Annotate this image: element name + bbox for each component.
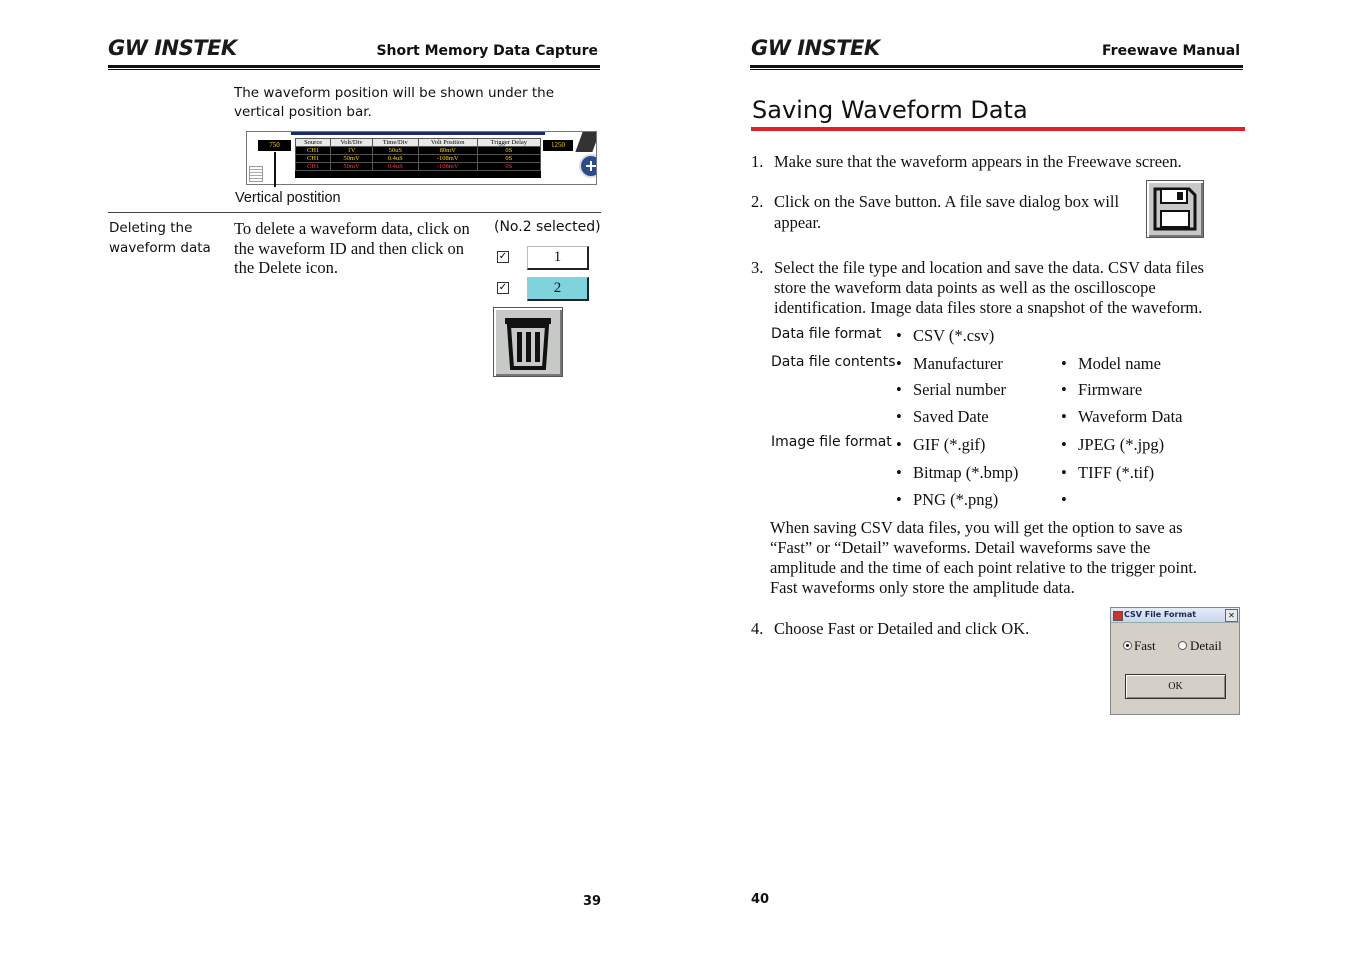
table-cell: 0.4uS: [372, 163, 418, 171]
table-cell: 0S: [477, 147, 540, 155]
table-row[interactable]: [296, 147, 541, 155]
table-cell: 1V: [331, 147, 373, 155]
strip-top-bar: [291, 132, 545, 135]
table-header-cell: Volt Position: [418, 139, 477, 147]
bullet: •: [1061, 407, 1067, 426]
page-number: 39: [583, 894, 602, 909]
list-item: JPEG (*.jpg): [1078, 435, 1165, 454]
step-number: 2.: [751, 192, 764, 211]
step-number: 3.: [751, 258, 764, 277]
table-cell: 0S: [477, 155, 540, 163]
format-label: Data file contents: [771, 354, 896, 370]
format-label: Data file format: [771, 326, 882, 342]
intro-text-line1: The waveform position will be shown under the: [234, 85, 555, 101]
list-item: Saved Date: [913, 407, 989, 426]
radio-detail-label[interactable]: Detail: [1190, 638, 1222, 653]
table-cell: -108mV: [418, 163, 477, 171]
table-header-cell: Volt/Div: [331, 139, 373, 147]
floppy-disk-icon: [1153, 187, 1197, 231]
step-number: 1.: [751, 152, 764, 171]
waveform-checkbox-2[interactable]: ✓: [498, 282, 508, 293]
app-icon: [1113, 611, 1123, 621]
header-rule-thin: [750, 69, 1243, 70]
table-cell: 50uS: [372, 147, 418, 155]
table-cell: 50mV: [331, 163, 373, 171]
table-cell: -108mV: [418, 155, 477, 163]
step-text: store the waveform data points as well as the oscilloscope: [774, 278, 1156, 297]
list-item: TIFF (*.tif): [1078, 463, 1155, 482]
header-rule: [750, 65, 1243, 68]
waveform-id-2-selected[interactable]: 2: [527, 277, 589, 301]
list-item: Waveform Data: [1078, 407, 1183, 426]
pointer-line: [274, 152, 276, 187]
list-item: Bitmap (*.bmp): [913, 463, 1019, 482]
delete-label-line2: waveform data: [109, 240, 211, 256]
bullet: •: [896, 380, 902, 399]
step-text: Make sure that the waveform appears in the Freewave screen.: [774, 152, 1182, 171]
table-cell: 50mV: [331, 155, 373, 163]
table-header-cell: Trigger Delay: [477, 139, 540, 147]
csv-note-line: “Fast” or “Detail” waveforms. Detail waveforms save the: [770, 538, 1151, 557]
waveform-checkbox-1[interactable]: ✓: [498, 251, 508, 262]
header-rule: [108, 65, 600, 68]
delete-label-line1: Deleting the: [109, 220, 193, 236]
left-value-box: 750: [258, 140, 291, 151]
brand-logo: GW INSTEK: [751, 36, 880, 60]
radio-fast[interactable]: [1123, 641, 1132, 650]
table-header-row: [296, 139, 541, 147]
section-title-underline: [751, 127, 1245, 131]
delete-text-line1: To delete a waveform data, click on: [234, 219, 470, 238]
zoom-in-icon[interactable]: [579, 154, 597, 178]
bullet: •: [1061, 354, 1067, 373]
radio-fast-label[interactable]: Fast: [1134, 638, 1156, 653]
bullet: •: [896, 463, 902, 482]
table-cell: CH1: [296, 163, 331, 171]
vertical-position-label: Vertical postition: [235, 190, 341, 206]
list-item: Serial number: [913, 380, 1007, 399]
bullet: •: [896, 407, 902, 426]
list-item: GIF (*.gif): [913, 435, 986, 454]
csv-note-line: Fast waveforms only store the amplitude data.: [770, 578, 1075, 597]
position-marker-icon: [249, 166, 263, 182]
right-value-box: 1250: [543, 140, 573, 151]
step-text: appear.: [774, 213, 822, 232]
delete-button[interactable]: [493, 307, 563, 377]
csv-note-line: When saving CSV data files, you will get the option to save as: [770, 518, 1183, 537]
list-item: Model name: [1078, 354, 1161, 373]
list-item: Manufacturer: [913, 354, 1003, 373]
section-divider: [108, 212, 601, 213]
table-cell: CH1: [296, 147, 331, 155]
intro-text-line2: vertical position bar.: [234, 104, 372, 120]
table-header-cell: Source: [296, 139, 331, 147]
delete-text-line2: the waveform ID and then click on: [234, 239, 465, 258]
bullet: •: [1061, 490, 1067, 509]
radio-detail[interactable]: [1178, 641, 1187, 650]
table-cell: 80mV: [418, 147, 477, 155]
waveform-strip-screenshot: [246, 131, 597, 185]
save-button[interactable]: [1146, 180, 1204, 238]
step-text: identification. Image data files store a snapshot of the waveform.: [774, 298, 1203, 317]
table-cell: CH1: [296, 155, 331, 163]
dialog-title: CSV File Format: [1124, 610, 1197, 619]
dialog-titlebar: [1111, 608, 1239, 623]
csv-note-line: amplitude and the time of each point relative to the trigger point.: [770, 558, 1198, 577]
bullet: •: [1061, 435, 1067, 454]
selection-caption: (No.2 selected): [494, 219, 601, 235]
csv-format-dialog: [1110, 607, 1240, 715]
header-title: Short Memory Data Capture: [376, 43, 598, 59]
page-number: 40: [751, 892, 770, 907]
bullet: •: [1061, 463, 1067, 482]
bullet: •: [896, 354, 902, 373]
tool-icon[interactable]: [575, 132, 597, 152]
table-cell: 0S: [477, 163, 540, 171]
format-value: CSV (*.csv): [913, 326, 995, 345]
step-text: Select the file type and location and save the data. CSV data files: [774, 258, 1204, 277]
header-rule-thin: [108, 69, 600, 70]
bullet: •: [896, 490, 902, 509]
list-item: PNG (*.png): [913, 490, 999, 509]
table-row[interactable]: [296, 163, 541, 171]
step-number: 4.: [751, 619, 764, 638]
bullet: •: [896, 435, 902, 454]
waveform-id-1[interactable]: 1: [527, 246, 589, 270]
trash-icon: [502, 314, 554, 370]
delete-text-line3: the Delete icon.: [234, 258, 338, 277]
table-header-cell: Time/Div: [372, 139, 418, 147]
bullet: •: [896, 326, 902, 345]
waveform-info-table: [295, 138, 541, 178]
format-label: Image file format: [771, 434, 892, 450]
bullet: •: [1061, 380, 1067, 399]
step-text: Click on the Save button. A file save dialog box will: [774, 192, 1120, 211]
step-text: Choose Fast or Detailed and click OK.: [774, 619, 1030, 638]
ok-button[interactable]: OK: [1125, 674, 1226, 699]
brand-logo: GW INSTEK: [108, 36, 237, 60]
close-icon[interactable]: ✕: [1225, 609, 1238, 622]
section-title: Saving Waveform Data: [752, 96, 1028, 124]
table-cell: 0.4uS: [372, 155, 418, 163]
list-item: Firmware: [1078, 380, 1143, 399]
header-title: Freewave Manual: [1102, 43, 1240, 59]
table-row[interactable]: [296, 155, 541, 163]
